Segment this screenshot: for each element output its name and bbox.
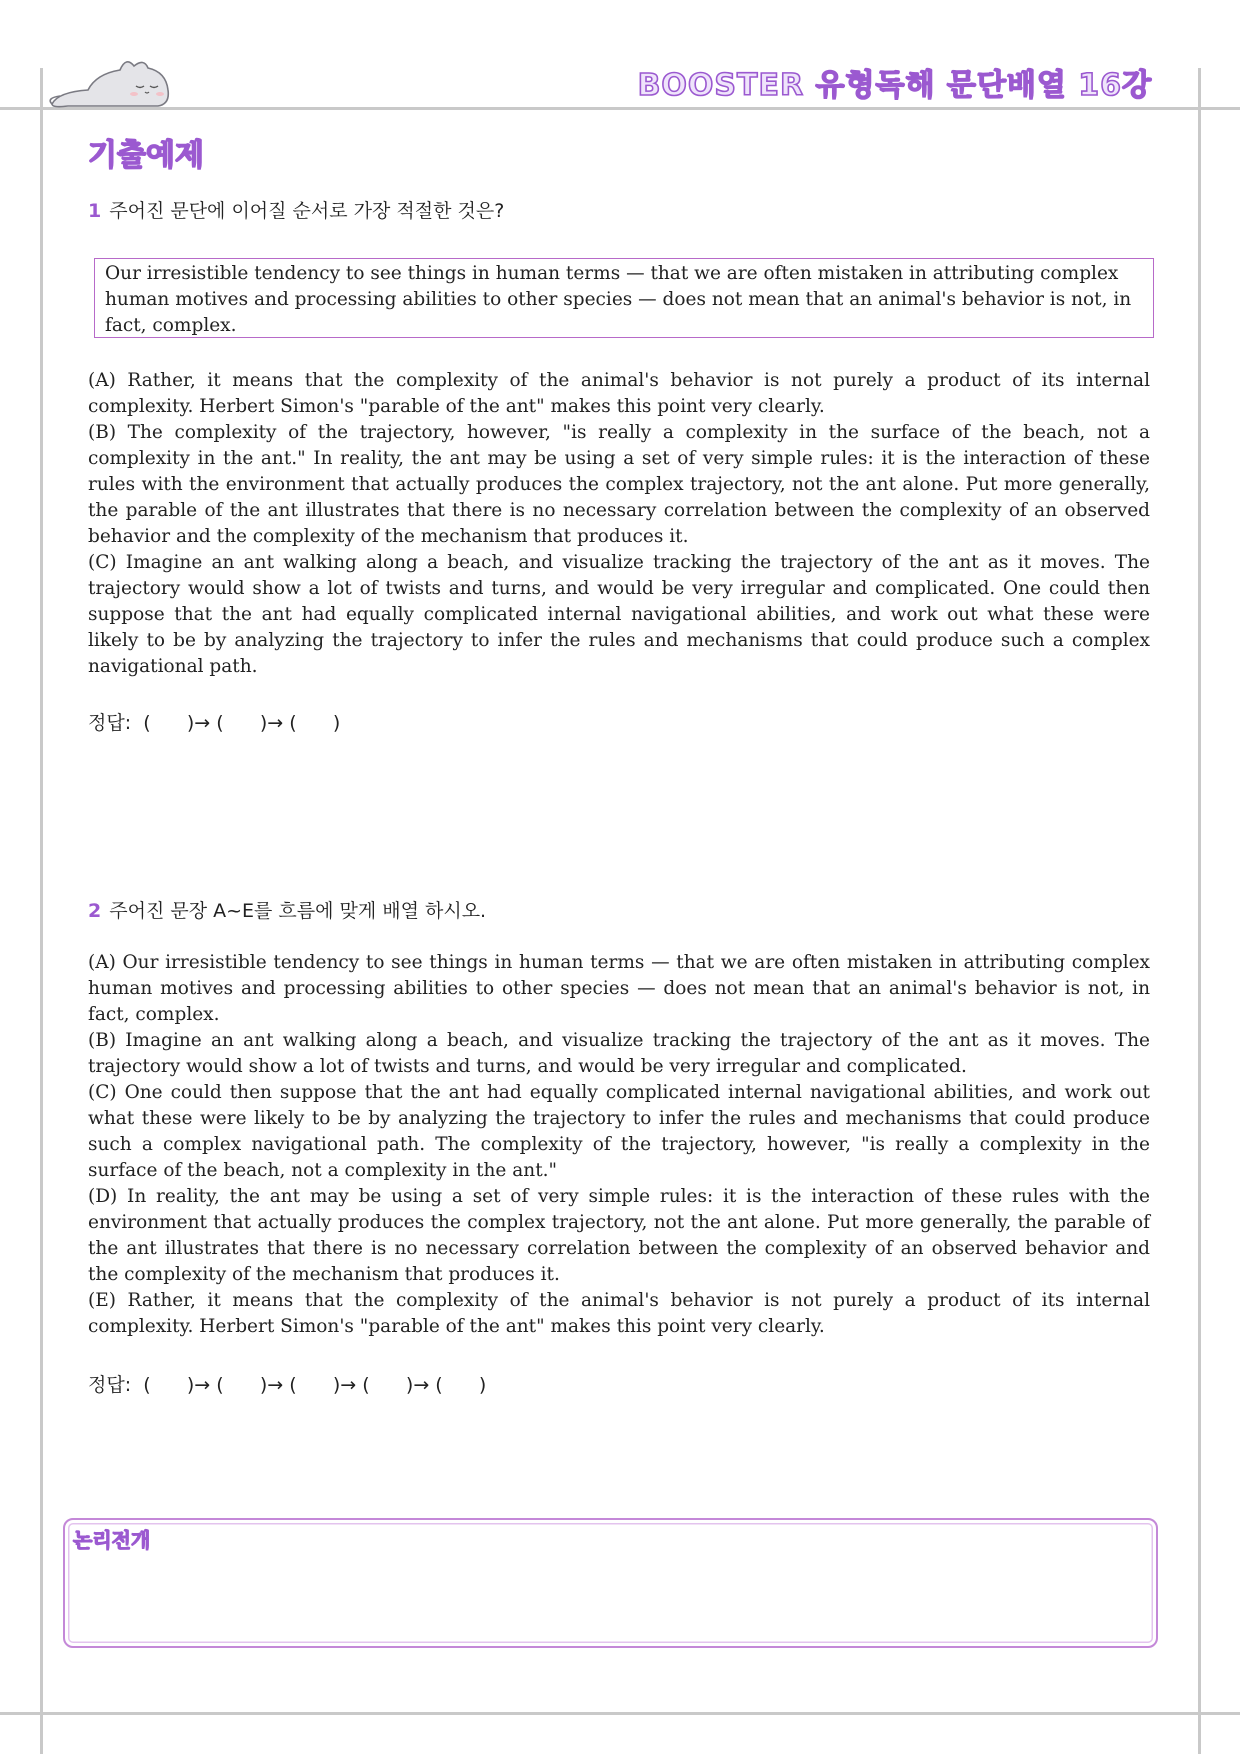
bottom-rule xyxy=(0,1712,1240,1715)
sleeping-cat-icon xyxy=(48,52,188,110)
question-prompt: 주어진 문단에 이어질 순서로 가장 적절한 것은? xyxy=(109,200,505,222)
sentence-b: (B) Imagine an ant walking along a beach, and visualize tracking the trajectory of the ant as it moves. The trajectory would show a lot of twists and turns, and would be very irregular and complicated. xyxy=(88,1030,1150,1077)
answer-line-2: 정답: ( )→ ( )→ ( )→ ( )→ ( ) xyxy=(88,1374,487,1396)
question-number: 1 xyxy=(88,200,102,222)
question-1 xyxy=(88,196,504,223)
left-rule xyxy=(40,68,43,1754)
right-rule xyxy=(1198,68,1201,1754)
question-number: 2 xyxy=(88,900,102,922)
given-paragraph-box: Our irresistible tendency to see things in human terms — that we are often mistaken in attributing complex human motives and processing abilities to other species — does not mean that an animal's behavior is not, in fact, complex. xyxy=(94,258,1154,338)
question-2 xyxy=(88,896,486,923)
paragraph-c: (C) Imagine an ant walking along a beach, and visualize tracking the trajectory of the ant as it moves. The trajectory would show a lot of twists and turns, and would be very irregular and complicated. One could then suppose that the ant had equally complicated internal navigational abilities, and work out what these were likely to be by analyzing the trajectory to infer the rules and mechanisms that could produce such a complex navigational path. xyxy=(88,552,1150,677)
memo-box[interactable] xyxy=(63,1518,1158,1648)
paragraph-b: (B) The complexity of the trajectory, however, "is really a complexity in the surface of the beach, not a complexity in the ant." In reality, the ant may be using a set of very simple rules: it is the interaction of these rules with the environment that actually produces the complex trajectory, not the ant alone. Put more generally, the parable of the ant illustrates that there is no necessary correlation between the complexity of an observed behavior and the complexity of the mechanism that produces it. xyxy=(88,422,1150,547)
header-title: BOOSTER 유형독해 문단배열 16강 xyxy=(637,68,1152,103)
sentence-e: (E) Rather, it means that the complexity of the animal's behavior is not purely a product of its internal complexity. Herbert Simon's "parable of the ant" makes this point very clearly. xyxy=(88,1290,1150,1337)
sentence-d: (D) In reality, the ant may be using a set of very simple rules: it is the interaction of these rules with the environment that actually produces the complex trajectory, not the ant alone. Put more generally, the parable of the ant illustrates that there is no necessary correlation between the complexity of an observed behavior and the complexity of the mechanism that produces it. xyxy=(88,1186,1150,1285)
memo-label: 논리전개 xyxy=(73,1528,151,1552)
paragraph-a: (A) Rather, it means that the complexity of the animal's behavior is not purely a product of its internal complexity. Herbert Simon's "parable of the ant" makes this point very clearly. xyxy=(88,370,1150,417)
answer-line-1: 정답: ( )→ ( )→ ( ) xyxy=(88,712,341,734)
question-1-passage xyxy=(88,368,1150,680)
sentence-c: (C) One could then suppose that the ant had equally complicated internal navigational abilities, and work out what these were likely to be by analyzing the trajectory to infer the rules and mechanisms that could produce such a complex navigational path. The complexity of the trajectory, however, "is really a complexity in the surface of the beach, not a complexity in the ant." xyxy=(88,1082,1150,1181)
question-2-passage xyxy=(88,950,1150,1340)
section-title: 기출예제 xyxy=(88,138,204,173)
question-prompt: 주어진 문장 A~E를 흐름에 맞게 배열 하시오. xyxy=(109,900,487,922)
sentence-a: (A) Our irresistible tendency to see things in human terms — that we are often mistaken in attributing complex human motives and processing abilities to other species — does not mean that an animal's behavior is not, in fact, complex. xyxy=(88,952,1150,1025)
